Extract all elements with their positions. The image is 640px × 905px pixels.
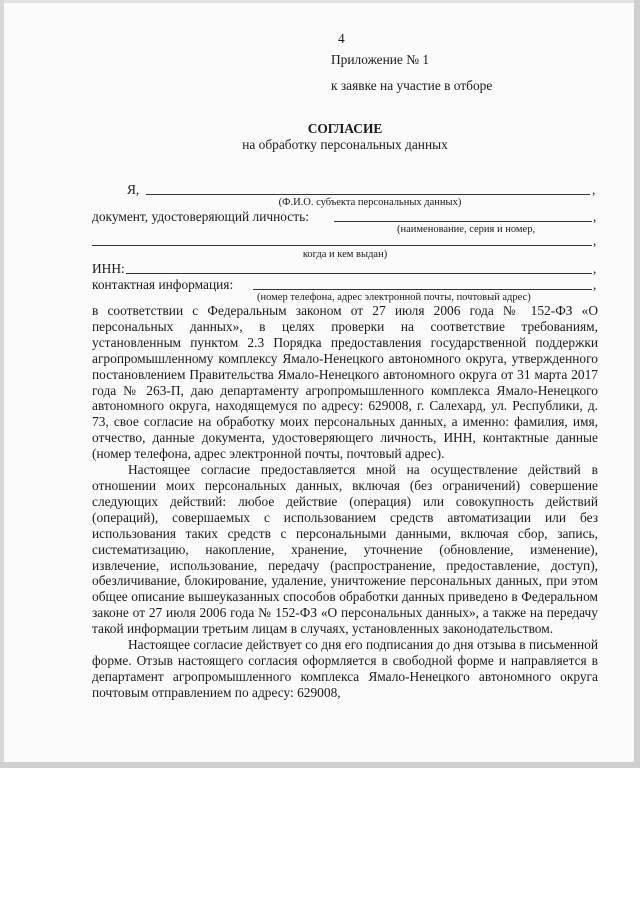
- fio-line: [146, 194, 590, 195]
- fio-trailing: ,: [592, 182, 596, 197]
- inn-trailing: ,: [593, 261, 597, 276]
- fio-hint: (Ф.И.О. субъекта персональных данных): [278, 197, 462, 208]
- scan-top-edge: [0, 0, 640, 3]
- issued-line: [92, 245, 592, 246]
- paragraph-legal-basis: в соответствии с Федеральным законом от 27 июля 2006 года № 152-ФЗ «О персональных данных», в целях проверки на соответствие требованиям, установленным пунктом 2.3 Порядка предоставления государственной поддержки агропромышленному комплексу Ямало-Ненецкого автономного округа, утвержденного постановлением Правительства Ямало-Ненецкого автономного округа от 31 марта 2017 года № 263-П, даю департаменту агропромышленного комплекса Ямало-Ненецкого автономного округа, находящемуся по адресу: 629008, г. Салехард, ул. Республики, д. 73, свое согласие на обработку моих персональных данных, а именно: фамилия, имя, отчество, данные документа, удостоверяющего личность, ИНН, контактные данные (номер телефона, адрес электронной почты, почтовый адрес).: [92, 303, 598, 462]
- document-title: СОГЛАСИЕ: [307, 121, 383, 136]
- contact-label: контактная информация:: [92, 277, 234, 292]
- contact-hint: (номер телефона, адрес электронной почты, почтовый адрес): [257, 292, 531, 303]
- scan-left-edge: [0, 0, 4, 768]
- issued-hint: когда и кем выдан): [302, 249, 388, 260]
- appendix-title: Приложение № 1: [331, 52, 430, 67]
- appendix-subtitle: к заявке на участие в отборе: [331, 78, 493, 93]
- inn-line: [126, 273, 592, 274]
- paragraph-actions: Настоящее согласие предоставляется мной на осуществление действий в отношении моих персональных данных, включая (без ограничений) совершение следующих действий: любое действие (операция) или совокупность действий (операций), совершаемых с использованием средств автоматизации или без использования таких средств с персональными данными, включая сбор, запись, систематизацию, накопление, хранение, уточнение (обновление, изменение), извлечение, использование, передачу (распространение, предоставление, доступ), обезличивание, блокирование, удаление, уничтожение персональных данных, при этом общее описание вышеуказанных способов обработки данных приведено в Федеральном законе от 27 июля 2006 года № 152-ФЗ «О персональных данных», а также на передачу такой информации третьим лицам в случаях, установленных законодательством.: [92, 462, 598, 637]
- document-label: документ, удостоверяющий личность:: [92, 209, 309, 224]
- paragraph-validity: Настоящее согласие действует со дня его подписания до дня отзыва в письменной форме. Отзыв настоящего согласия оформляется в свободной форме и направляется в департамент агропромышленного комплекса Ямало-Ненецкого автономного округа почтовым отправлением по адресу: 629008,: [92, 637, 598, 700]
- scan-bottom-edge: [0, 762, 640, 768]
- i-label: Я,: [127, 182, 140, 197]
- consent-body: [92, 303, 598, 701]
- contact-trailing: ,: [593, 277, 597, 292]
- document-subtitle: на обработку персональных данных: [242, 137, 448, 152]
- issued-trailing: ,: [593, 233, 597, 248]
- document-trailing: ,: [593, 209, 597, 224]
- page-number: 4: [338, 31, 345, 46]
- contact-line: [253, 289, 592, 290]
- inn-label: ИНН:: [92, 261, 125, 276]
- scan-right-edge: [634, 0, 640, 768]
- document-hint: (наименование, серия и номер,: [397, 224, 536, 235]
- document-line: [334, 221, 592, 222]
